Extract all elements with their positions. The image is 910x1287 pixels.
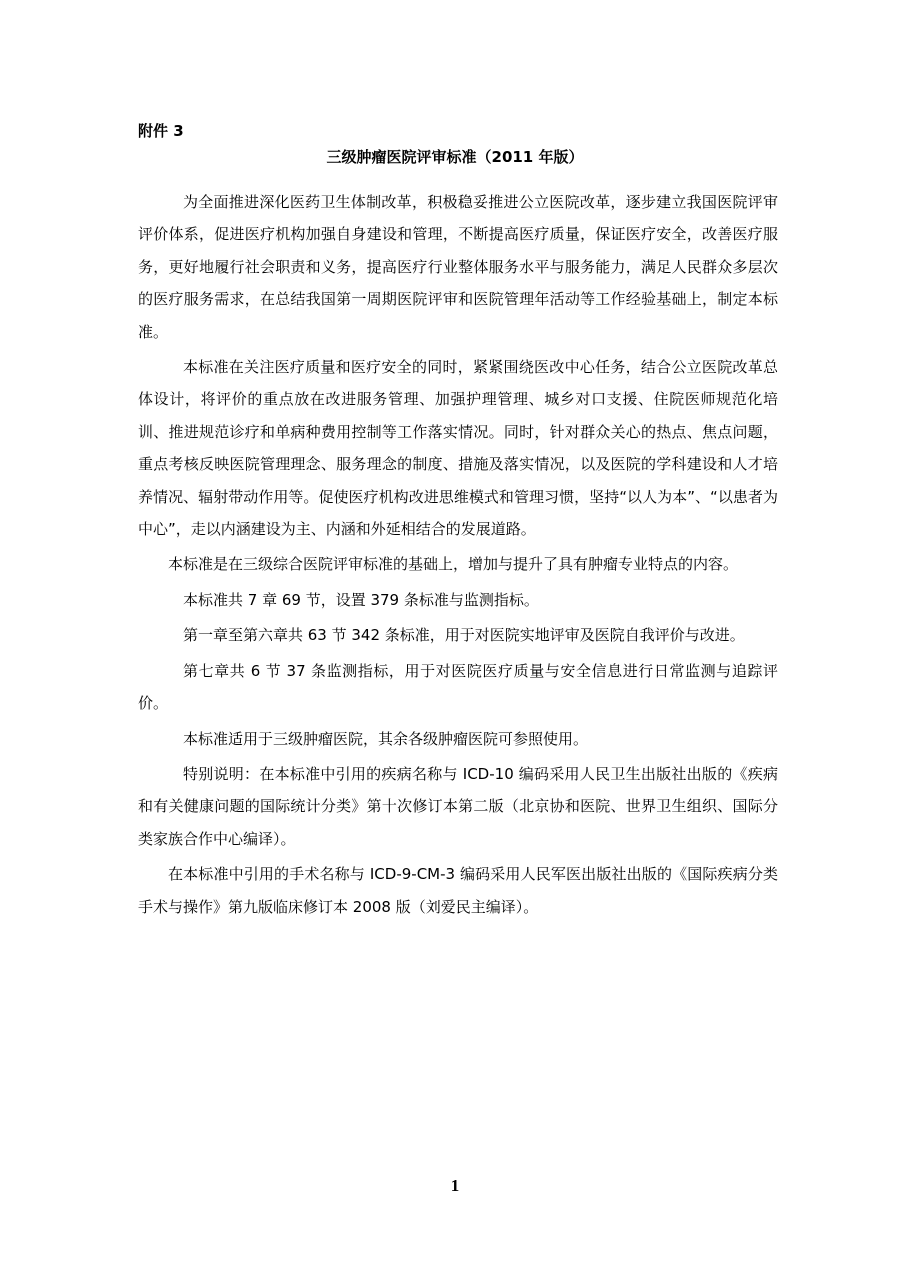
paragraph-icd10-note: 特别说明：在本标准中引用的疾病名称与 ICD-10 编码采用人民卫生出版社出版的《疾病和有关健康问题的国际统计分类》第十次修订本第二版（北京协和医院、世界卫生组织、国际分类家族合作中心编译）。 [138, 764, 778, 848]
paragraph-chapters-1-6: 第一章至第六章共 63 节 342 条标准，用于对医院实地评审及医院自我评价与改进。 [183, 626, 745, 645]
paragraph-basis: 本标准是在三级综合医院评审标准的基础上，增加与提升了具有肿瘤专业特点的内容。 [168, 555, 739, 574]
paragraph-focus: 本标准在关注医疗质量和医疗安全的同时，紧紧围绕医改中心任务，结合公立医院改革总体设计，将评价的重点放在改进服务管理、加强护理管理、城乡对口支援、住院医师规范化培训、推进规范诊疗和单病种费用控制等工作落实情况。同时，针对群众关心的热点、焦点问题，重点考核反映医院管理理念、服务理念的制度、措施及落实情况，以及医院的学科建设和人才培养情况、辐射带动作用等。促使医疗机构改进思维模式和管理习惯，坚持“以人为本”、“以患者为中心”，走以内涵建设为主、内涵和外延相结合的发展道路。 [138, 358, 778, 539]
paragraph-intro: 为全面推进深化医药卫生体制改革，积极稳妥推进公立医院改革，逐步建立我国医院评审评价体系，促进医疗机构加强自身建设和管理，不断提高医疗质量，保证医疗安全，改善医疗服务，更好地履行社会职责和义务，提高医疗行业整体服务水平与服务能力，满足人民群众多层次的医疗服务需求，在总结我国第一周期医院评审和医院管理年活动等工作经验基础上，制定本标准。 [138, 193, 778, 341]
paragraph-applicability: 本标准适用于三级肿瘤医院，其余各级肿瘤医院可参照使用。 [183, 729, 589, 748]
attachment-label: 附件 3 [138, 122, 184, 140]
paragraph-chapter-7: 第七章共 6 节 37 条监测指标，用于对医院医疗质量与安全信息进行日常监测与追踪评价。 [138, 661, 778, 713]
paragraph-structure: 本标准共 7 章 69 节，设置 379 条标准与监测指标。 [183, 590, 539, 609]
page-number: 1 [450, 1176, 460, 1195]
document-body [138, 186, 778, 926]
paragraph-icd9-note: 在本标准中引用的手术名称与 ICD-9-CM-3 编码采用人民军医出版社出版的《国际疾病分类手术与操作》第九版临床修订本 2008 版（刘爱民主编译）。 [138, 865, 778, 916]
document-title: 三级肿瘤医院评审标准（2011 年版） [326, 148, 584, 166]
